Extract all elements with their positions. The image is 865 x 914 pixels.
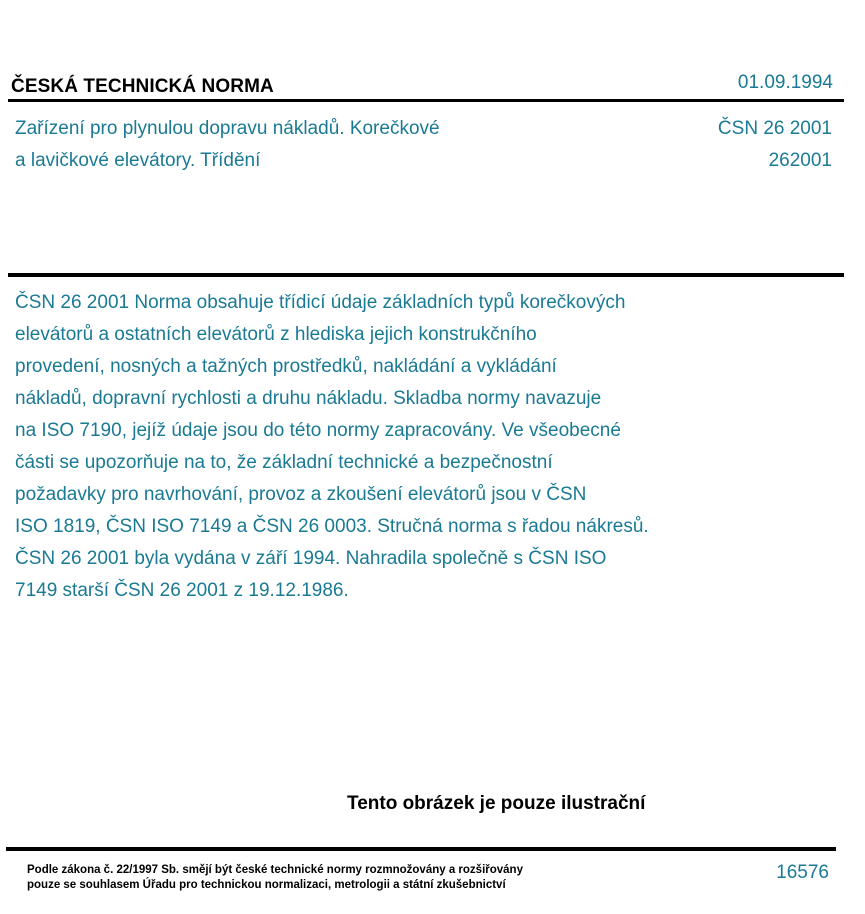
abstract-line: požadavky pro navrhování, provoz a zkoušení elevátorů jsou v ČSN [15,484,587,505]
abstract-text [15,287,745,607]
footer-legal-line-2: pouze se souhlasem Úřadu pro technickou normalizaci, metrologii a státní zkušebnictví [27,879,506,891]
abstract-line: ČSN 26 2001 Norma obsahuje třídicí údaje základních typů korečkových [15,292,626,313]
footer-divider [6,847,836,851]
abstract-line: elevátorů a ostatních elevátorů z hlediska jejich konstrukčního [15,324,537,345]
section-divider [8,273,844,277]
abstract-line: nákladů, dopravní rychlosti a druhu nákladu. Skladba normy navazuje [15,388,602,409]
abstract-line: provedení, nosných a tažných prostředků, nakládání a vykládání [15,356,557,377]
document-number: 16576 [776,862,829,883]
abstract-line: ČSN 26 2001 byla vydána v září 1994. Nahradila společně s ČSN ISO [15,548,607,569]
header-divider [8,99,844,102]
abstract-line: 7149 starší ČSN 26 2001 z 19.12.1986. [15,580,349,601]
standard-title-line-1: Zařízení pro plynulou dopravu nákladů. Korečkové [15,118,440,139]
abstract-line: části se upozorňuje na to, že základní technické a bezpečnostní [15,452,553,473]
standard-designation: ČSN 26 2001 [717,118,832,139]
illustration-disclaimer: Tento obrázek je pouze ilustrační [347,793,646,814]
abstract-line: ISO 1819, ČSN ISO 7149 a ČSN 26 0003. Stručná norma s řadou nákresů. [15,516,649,537]
standard-class-code: 262001 [768,150,832,171]
publication-date: 01.09.1994 [737,72,833,93]
footer-legal-line-1: Podle zákona č. 22/1997 Sb. smějí být české technické normy rozmnožovány a rozšiřovány [27,864,523,876]
document-header-title: ČESKÁ TECHNICKÁ NORMA [11,76,274,97]
standard-title-line-2: a lavičkové elevátory. Třídění [15,150,261,171]
abstract-line: na ISO 7190, jejíž údaje jsou do této normy zapracovány. Ve všeobecné [15,420,621,441]
